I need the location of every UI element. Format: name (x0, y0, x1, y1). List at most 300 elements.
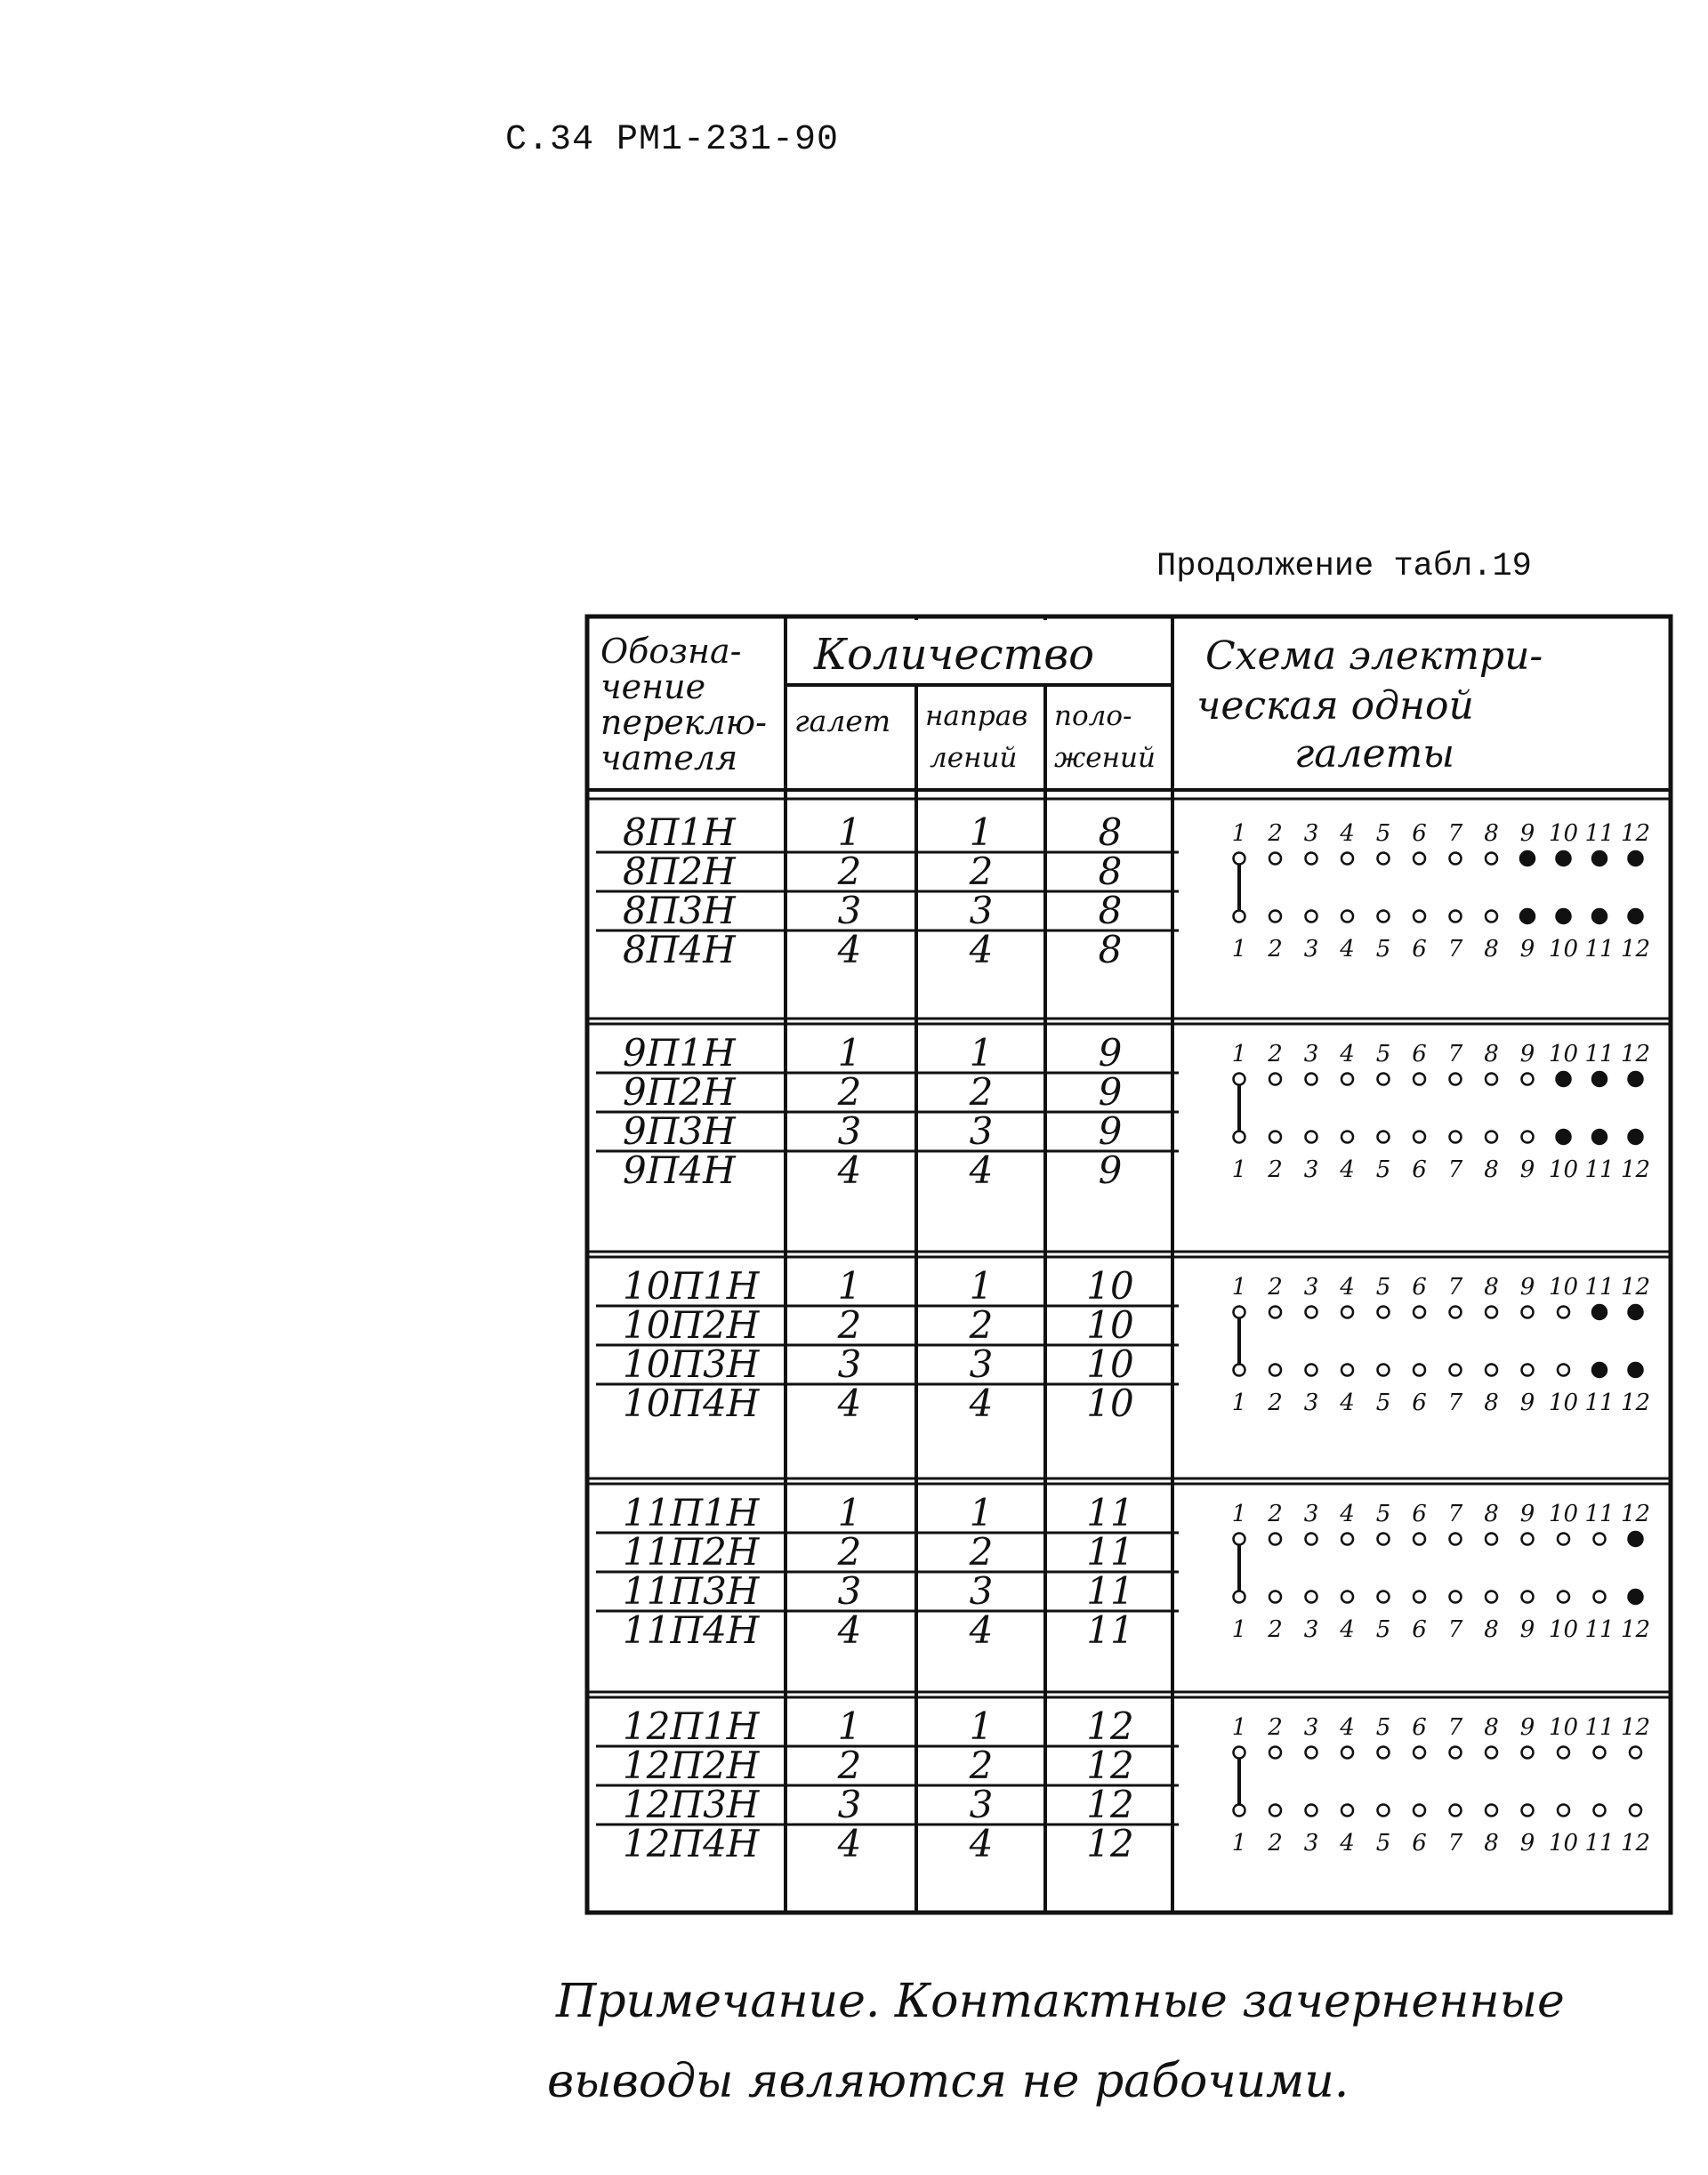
contact-label: 10 (1548, 1274, 1579, 1301)
contact-label: 1 (1231, 1501, 1247, 1527)
contact-open (1234, 1591, 1245, 1603)
contact-label: 3 (1303, 936, 1319, 963)
contact-label: 6 (1412, 1616, 1427, 1643)
contact-open (1450, 1591, 1462, 1603)
contact-open (1341, 1747, 1353, 1759)
contact-open (1306, 1805, 1317, 1817)
contact-label: 1 (1231, 820, 1247, 847)
contact-open (1341, 1074, 1353, 1085)
contact-open (1522, 1591, 1534, 1603)
contact-open (1522, 1074, 1534, 1085)
contact-label: 7 (1447, 1041, 1463, 1067)
contact-open (1306, 911, 1317, 922)
contact-label: 12 (1620, 1274, 1651, 1301)
directions-header-2: лений (930, 742, 1018, 774)
contact-label: 2 (1268, 1501, 1283, 1527)
switch-designation: 9П2Н (623, 1070, 736, 1114)
positions-value: 8 (1098, 928, 1123, 971)
contact-label: 8 (1484, 1714, 1499, 1741)
contact-open (1594, 1591, 1606, 1603)
contact-open (1414, 1132, 1425, 1143)
contact-open (1306, 1132, 1317, 1143)
positions-value: 11 (1086, 1608, 1134, 1652)
contact-filled (1592, 909, 1607, 923)
contact-open (1558, 1747, 1569, 1759)
contact-filled (1629, 909, 1643, 923)
contact-label: 1 (1231, 1156, 1247, 1183)
contact-label: 6 (1412, 936, 1427, 963)
switch-designation: 8П4Н (623, 928, 736, 971)
contact-open (1306, 1747, 1317, 1759)
contact-label: 9 (1519, 1156, 1535, 1183)
positions-value: 12 (1086, 1744, 1134, 1787)
galet-scheme (1232, 820, 1650, 963)
switch-designation: 11П3Н (623, 1569, 760, 1613)
contact-open (1486, 911, 1497, 922)
designation-header-line: переклю- (600, 703, 767, 742)
switch-designation: 10П4Н (623, 1382, 760, 1425)
contact-open (1269, 1591, 1281, 1603)
galets-value: 3 (837, 1109, 862, 1153)
contact-open (1522, 1534, 1534, 1545)
galet-scheme (1232, 1041, 1650, 1183)
contact-open (1234, 853, 1245, 865)
contact-open (1269, 1307, 1281, 1318)
contact-label: 5 (1375, 1714, 1391, 1741)
contact-label: 4 (1340, 1616, 1355, 1643)
switch-designation: 9П3Н (623, 1109, 736, 1153)
scheme-header-2: ческая одной (1196, 683, 1474, 729)
directions-value: 4 (969, 1822, 994, 1865)
contact-label: 12 (1620, 1156, 1651, 1183)
contact-filled (1629, 1072, 1643, 1086)
contact-label: 5 (1375, 1274, 1391, 1301)
contact-label: 6 (1412, 820, 1427, 847)
contact-open (1450, 1534, 1462, 1545)
contact-label: 12 (1620, 1714, 1651, 1741)
directions-value: 3 (969, 1342, 994, 1386)
contact-filled (1592, 1363, 1607, 1377)
contact-open (1486, 1307, 1497, 1318)
contact-label: 4 (1340, 1274, 1355, 1301)
directions-value: 3 (969, 1109, 994, 1153)
directions-value: 1 (969, 1704, 994, 1748)
galet-scheme (1232, 1714, 1650, 1857)
contact-label: 7 (1447, 1830, 1463, 1857)
contact-open (1522, 1365, 1534, 1376)
positions-value: 11 (1086, 1491, 1134, 1535)
contact-open (1486, 1365, 1497, 1376)
contact-label: 10 (1548, 820, 1579, 847)
galets-value: 4 (837, 1382, 862, 1425)
positions-value: 10 (1086, 1303, 1134, 1347)
contact-open (1306, 1591, 1317, 1603)
contact-label: 8 (1484, 1830, 1499, 1857)
contact-filled (1557, 1130, 1571, 1144)
contact-open (1486, 1747, 1497, 1759)
galets-value: 2 (837, 850, 862, 893)
directions-value: 1 (969, 810, 994, 854)
contact-filled (1592, 851, 1607, 866)
contact-label: 8 (1484, 936, 1499, 963)
galets-value: 2 (837, 1070, 862, 1114)
contact-label: 8 (1484, 1501, 1499, 1527)
contact-open (1269, 853, 1281, 865)
contact-open (1486, 1805, 1497, 1817)
switch-designation: 12П3Н (623, 1783, 760, 1826)
contact-label: 6 (1412, 1041, 1427, 1067)
positions-value: 8 (1098, 889, 1123, 932)
contact-label: 9 (1519, 1501, 1535, 1527)
contact-open (1522, 1805, 1534, 1817)
contact-open (1234, 911, 1245, 922)
contact-label: 7 (1447, 1390, 1463, 1416)
contact-open (1414, 1074, 1425, 1085)
positions-value: 12 (1086, 1822, 1134, 1865)
directions-value: 4 (969, 1148, 994, 1192)
contact-label: 12 (1620, 1501, 1651, 1527)
contact-open (1414, 1534, 1425, 1545)
contact-open (1450, 1074, 1462, 1085)
galets-header: галет (794, 704, 891, 738)
contact-label: 9 (1519, 820, 1535, 847)
contact-open (1414, 1591, 1425, 1603)
contact-label: 7 (1447, 1616, 1463, 1643)
contact-label: 3 (1303, 1501, 1319, 1527)
contact-open (1378, 1307, 1390, 1318)
contact-open (1594, 1534, 1606, 1545)
switch-designation: 8П2Н (623, 850, 736, 893)
contact-label: 6 (1412, 1714, 1427, 1741)
contact-open (1341, 1534, 1353, 1545)
contact-open (1234, 1074, 1245, 1085)
contact-open (1378, 911, 1390, 922)
table-caption: Продолжение табл.19 (1156, 548, 1532, 585)
directions-value: 3 (969, 1569, 994, 1613)
contact-label: 2 (1268, 1714, 1283, 1741)
switch-designation: 12П1Н (623, 1704, 760, 1748)
contact-open (1450, 1747, 1462, 1759)
contact-label: 7 (1447, 1156, 1463, 1183)
contact-label: 6 (1412, 1830, 1427, 1857)
contact-label: 3 (1303, 1830, 1319, 1857)
contact-open (1378, 853, 1390, 865)
contact-open (1450, 1307, 1462, 1318)
contact-label: 11 (1584, 1390, 1615, 1416)
contact-open (1486, 1132, 1497, 1143)
switch-designation: 10П1Н (623, 1264, 760, 1308)
contact-label: 10 (1548, 1830, 1579, 1857)
contact-open (1341, 1805, 1353, 1817)
contact-open (1450, 1365, 1462, 1376)
contact-open (1630, 1747, 1641, 1759)
contact-open (1486, 853, 1497, 865)
contact-open (1234, 1307, 1245, 1318)
galets-value: 3 (837, 1569, 862, 1613)
galets-value: 1 (837, 1031, 862, 1075)
scheme-column (1232, 820, 1650, 1857)
galets-value: 4 (837, 928, 862, 971)
contact-label: 1 (1231, 1390, 1247, 1416)
directions-value: 1 (969, 1031, 994, 1075)
contact-open (1234, 1747, 1245, 1759)
contact-open (1630, 1805, 1641, 1817)
contact-open (1522, 1307, 1534, 1318)
galets-value: 4 (837, 1822, 862, 1865)
contact-open (1306, 853, 1317, 865)
contact-label: 1 (1231, 936, 1247, 963)
positions-value: 8 (1098, 810, 1123, 854)
designation-header-line: Обозна- (600, 632, 742, 671)
contact-label: 9 (1519, 1274, 1535, 1301)
contact-open (1341, 1365, 1353, 1376)
directions-value: 2 (969, 1744, 994, 1787)
contact-open (1486, 1591, 1497, 1603)
contact-open (1269, 1747, 1281, 1759)
contact-label: 9 (1519, 1616, 1535, 1643)
designation-header-line: чение (600, 667, 706, 706)
galets-value: 2 (837, 1303, 862, 1347)
contact-label: 4 (1340, 1830, 1355, 1857)
contact-label: 5 (1375, 1616, 1391, 1643)
contact-label: 6 (1412, 1501, 1427, 1527)
contact-label: 11 (1584, 1041, 1615, 1067)
contact-open (1414, 1805, 1425, 1817)
galets-value: 1 (837, 1264, 862, 1308)
switch-designation: 10П3Н (623, 1342, 760, 1386)
contact-filled (1592, 1305, 1607, 1319)
switch-designation: 9П4Н (623, 1148, 736, 1192)
contact-open (1341, 1132, 1353, 1143)
contact-open (1378, 1074, 1390, 1085)
contact-filled (1629, 1590, 1643, 1604)
switch-designation: 11П1Н (623, 1491, 760, 1535)
contact-label: 3 (1303, 1714, 1319, 1741)
contact-open (1378, 1591, 1390, 1603)
contact-open (1414, 1365, 1425, 1376)
contact-label: 6 (1412, 1274, 1427, 1301)
contact-filled (1557, 1072, 1571, 1086)
contact-label: 1 (1231, 1830, 1247, 1857)
contact-open (1269, 911, 1281, 922)
contact-open (1450, 911, 1462, 922)
contact-label: 7 (1447, 1714, 1463, 1741)
contact-open (1450, 1132, 1462, 1143)
contact-label: 11 (1584, 820, 1615, 847)
contact-label: 11 (1584, 936, 1615, 963)
contact-label: 4 (1340, 1501, 1355, 1527)
directions-value: 4 (969, 1608, 994, 1652)
contact-open (1306, 1534, 1317, 1545)
positions-value: 9 (1098, 1109, 1123, 1153)
contact-open (1450, 1805, 1462, 1817)
positions-value: 8 (1098, 850, 1123, 893)
contact-label: 6 (1412, 1390, 1427, 1416)
positions-header-2: жений (1054, 742, 1156, 774)
positions-value: 12 (1086, 1704, 1134, 1748)
contact-open (1594, 1805, 1606, 1817)
switch-designation: 11П2Н (623, 1530, 760, 1574)
contact-filled (1520, 851, 1535, 866)
contact-open (1234, 1805, 1245, 1817)
table-body (623, 810, 1134, 1865)
galet-scheme (1232, 1274, 1650, 1416)
note (547, 1962, 1565, 2122)
contact-label: 3 (1303, 820, 1319, 847)
contact-label: 4 (1340, 1041, 1355, 1067)
directions-value: 3 (969, 1783, 994, 1826)
positions-header-1: поло- (1054, 700, 1132, 732)
note-line-2: выводы являются не рабочими. (547, 2055, 1349, 2108)
contact-label: 9 (1519, 936, 1535, 963)
contact-label: 7 (1447, 1274, 1463, 1301)
switch-designation: 8П1Н (623, 810, 736, 854)
table-header (600, 630, 1543, 777)
contact-open (1341, 1307, 1353, 1318)
positions-value: 9 (1098, 1148, 1123, 1192)
contact-label: 7 (1447, 820, 1463, 847)
contact-label: 12 (1620, 1041, 1651, 1067)
switch-designation: 10П2Н (623, 1303, 760, 1347)
galets-value: 3 (837, 1783, 862, 1826)
contact-open (1306, 1307, 1317, 1318)
contact-open (1269, 1074, 1281, 1085)
contact-open (1486, 1534, 1497, 1545)
positions-value: 12 (1086, 1783, 1134, 1826)
contact-label: 8 (1484, 1274, 1499, 1301)
positions-value: 9 (1098, 1070, 1123, 1114)
contact-label: 8 (1484, 820, 1499, 847)
contact-open (1234, 1132, 1245, 1143)
contact-label: 3 (1303, 1390, 1319, 1416)
contact-label: 4 (1340, 820, 1355, 847)
contact-label: 5 (1375, 1156, 1391, 1183)
contact-open (1558, 1591, 1569, 1603)
directions-header-1: направ (925, 700, 1028, 732)
galets-value: 1 (837, 1491, 862, 1535)
contact-filled (1592, 1072, 1607, 1086)
contact-filled (1629, 1130, 1643, 1144)
contact-label: 2 (1268, 820, 1283, 847)
contact-open (1378, 1805, 1390, 1817)
contact-label: 6 (1412, 1156, 1427, 1183)
contact-open (1558, 1307, 1569, 1318)
contact-open (1414, 911, 1425, 922)
contact-label: 5 (1375, 1041, 1391, 1067)
contact-filled (1592, 1130, 1607, 1144)
directions-value: 3 (969, 889, 994, 932)
contact-open (1306, 1074, 1317, 1085)
contact-label: 5 (1375, 1830, 1391, 1857)
contact-label: 2 (1268, 1830, 1283, 1857)
positions-value: 10 (1086, 1342, 1134, 1386)
contact-label: 10 (1548, 1501, 1579, 1527)
contact-label: 10 (1548, 1156, 1579, 1183)
directions-value: 4 (969, 1382, 994, 1425)
contact-filled (1557, 851, 1571, 866)
contact-label: 2 (1268, 1274, 1283, 1301)
scheme-header-1: Схема электри- (1205, 633, 1543, 679)
contact-label: 3 (1303, 1274, 1319, 1301)
contact-label: 5 (1375, 936, 1391, 963)
contact-label: 2 (1268, 1041, 1283, 1067)
contact-label: 12 (1620, 1616, 1651, 1643)
positions-value: 9 (1098, 1031, 1123, 1075)
contact-label: 1 (1231, 1616, 1247, 1643)
switch-designation: 12П2Н (623, 1744, 760, 1787)
contact-label: 10 (1548, 1041, 1579, 1067)
contact-label: 11 (1584, 1501, 1615, 1527)
contact-open (1341, 853, 1353, 865)
positions-value: 11 (1086, 1569, 1134, 1613)
galets-value: 3 (837, 1342, 862, 1386)
contact-filled (1557, 909, 1571, 923)
directions-value: 4 (969, 928, 994, 971)
contact-filled (1520, 909, 1535, 923)
contact-open (1414, 1747, 1425, 1759)
note-line-1: Примечание. Контактные зачерненные (556, 1975, 1565, 2028)
contact-open (1341, 1591, 1353, 1603)
contact-label: 9 (1519, 1390, 1535, 1416)
galet-scheme (1232, 1501, 1650, 1643)
contact-label: 3 (1303, 1156, 1319, 1183)
contact-open (1522, 1747, 1534, 1759)
contact-label: 3 (1303, 1616, 1319, 1643)
contact-label: 12 (1620, 936, 1651, 963)
contact-label: 2 (1268, 1616, 1283, 1643)
contact-label: 2 (1268, 936, 1283, 963)
contact-open (1558, 1365, 1569, 1376)
switch-designation: 9П1Н (623, 1031, 736, 1075)
contact-filled (1629, 1305, 1643, 1319)
contact-label: 8 (1484, 1616, 1499, 1643)
contact-open (1378, 1534, 1390, 1545)
contact-label: 1 (1231, 1041, 1247, 1067)
contact-open (1234, 1534, 1245, 1545)
contact-label: 5 (1375, 1501, 1391, 1527)
switch-designation: 12П4Н (623, 1822, 760, 1865)
directions-value: 2 (969, 1530, 994, 1574)
contact-open (1269, 1534, 1281, 1545)
contact-open (1378, 1747, 1390, 1759)
contact-open (1558, 1805, 1569, 1817)
designation-header-line: чателя (600, 738, 738, 777)
directions-value: 1 (969, 1264, 994, 1308)
contact-label: 10 (1548, 936, 1579, 963)
directions-value: 2 (969, 1303, 994, 1347)
contact-label: 5 (1375, 1390, 1391, 1416)
contact-label: 10 (1548, 1616, 1579, 1643)
contact-open (1378, 1365, 1390, 1376)
positions-value: 11 (1086, 1530, 1134, 1574)
galets-value: 2 (837, 1744, 862, 1787)
contact-filled (1629, 1532, 1643, 1546)
contact-label: 11 (1584, 1830, 1615, 1857)
contact-filled (1629, 1363, 1643, 1377)
contact-label: 4 (1340, 1714, 1355, 1741)
contact-label: 2 (1268, 1156, 1283, 1183)
galets-value: 2 (837, 1530, 862, 1574)
contact-open (1414, 853, 1425, 865)
contact-label: 9 (1519, 1830, 1535, 1857)
contact-label: 4 (1340, 1156, 1355, 1183)
directions-value: 1 (969, 1491, 994, 1535)
positions-value: 10 (1086, 1382, 1134, 1425)
contact-open (1594, 1747, 1606, 1759)
contact-label: 7 (1447, 936, 1463, 963)
switch-designation: 11П4Н (623, 1608, 760, 1652)
switch-designation: 8П3Н (623, 889, 736, 932)
